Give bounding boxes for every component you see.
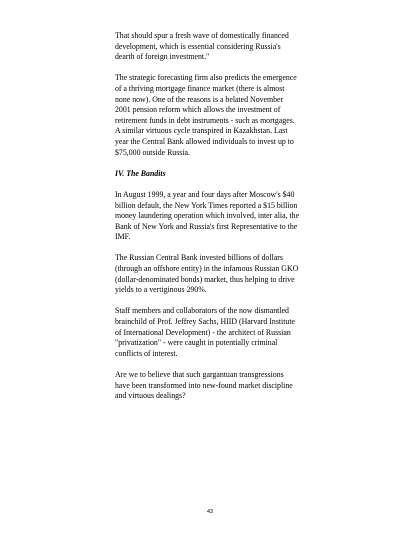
page-number: 43 [206, 509, 214, 515]
paragraph-mortgage-market [115, 73, 345, 158]
text-line: The Russian Central Bank invested billions of dollars [115, 253, 283, 263]
text-line: Are we to believe that such gargantuan transgressions [115, 370, 284, 379]
text-line: have been transformed into new-found market discipline [115, 380, 293, 390]
text-line: billion default, the New York Times reported a $15 billion [115, 200, 298, 210]
text-line: retirement funds in debt instruments - such as mortgages. [115, 115, 295, 125]
text-line: "privatization" - were caught in potentially criminal [115, 338, 278, 348]
paragraph-money-laundering [115, 190, 345, 243]
text-line: IMF. [115, 232, 131, 242]
text-line: of a thriving mortgage finance market (there is almost [115, 83, 285, 93]
text-line: year the Central Bank allowed individuals to invest up to [115, 136, 294, 146]
text-line: money laundering operation which involved, inter alia, the [115, 211, 300, 221]
text-line: (through an offshore entity) in the infamous Russian GKO [115, 264, 299, 274]
text-line: brainchild of Prof. Jeffrey Sachs, HIID (Harvard Institute [115, 317, 295, 327]
text-line: The strategic forecasting firm also predicts the emergence [115, 73, 297, 83]
text-line: development, which is essential considering Russia's [115, 41, 281, 51]
text-line: That should spur a fresh wave of domestically financed [115, 31, 289, 40]
paragraph-quote-ending [115, 31, 345, 63]
text-line: conflicts of interest. [115, 348, 178, 358]
text-line: Bank of New York and Russia's first Representative to the [115, 221, 298, 231]
paragraph-central-bank [115, 253, 345, 295]
text-line: In August 1999, a year and four days after Moscow's $40 [115, 189, 295, 199]
text-line: (dollar-denominated bonds) market, thus helping to drive [115, 274, 295, 284]
paragraph-hiid [115, 306, 345, 359]
text-line: $75,000 outside Russia. [115, 147, 190, 157]
text-line: yields to a vertiginous 290%. [115, 285, 207, 295]
text-line: 2001 pension reform which allows the investment of [115, 105, 281, 115]
section-heading: IV. The Bandits [115, 168, 166, 178]
text-line: Staff members and collaborators of the now dismantled [115, 306, 289, 316]
text-line: of International Development) - the architect of Russian [115, 327, 291, 337]
paragraph-closing-question [115, 370, 345, 402]
text-line: A similar virtuous cycle transpired in Kazakhstan. Last [115, 126, 288, 136]
page-body [115, 31, 345, 412]
text-line: dearth of foreign investment." [115, 52, 210, 62]
text-line: none now). One of the reasons is a belated November [115, 94, 284, 104]
text-line: and virtuous dealings? [115, 391, 186, 401]
